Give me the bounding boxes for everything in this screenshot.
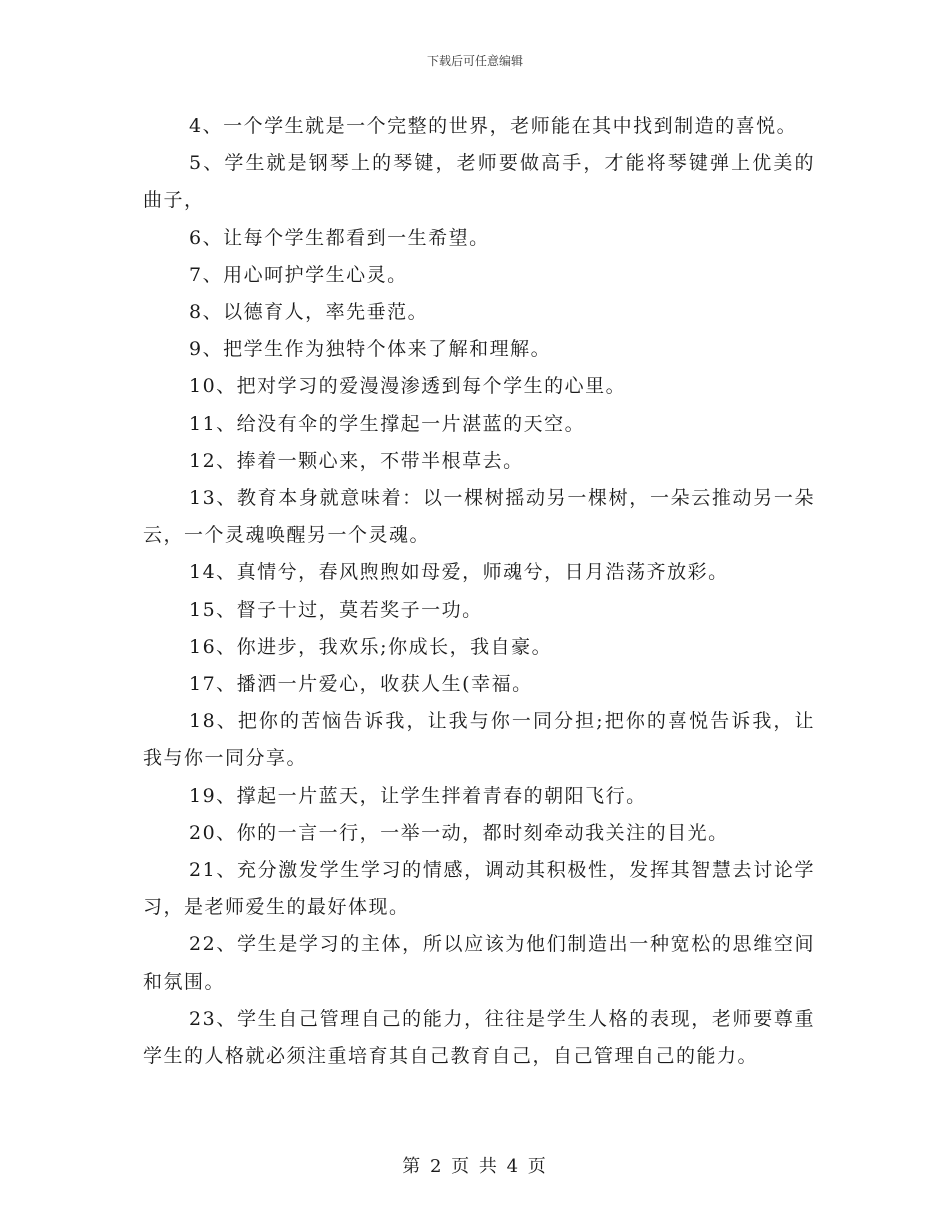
paragraph: 19、撑起一片蓝天，让学生拌着青春的朝阳飞行。: [189, 784, 647, 807]
paragraph: 8、以德育人，率先垂范。: [189, 301, 429, 324]
paragraph: 14、真情兮，春风煦煦如母爱，师魂兮，日月浩荡齐放彩。: [189, 561, 729, 584]
paragraph: 13、教育本身就意味着：以一棵树摇动另一棵树，一朵云推动另一朵云，一个灵魂唤醒另一个灵魂。: [143, 487, 815, 547]
page-footer: 第 2 页 共 4 页: [402, 1156, 548, 1177]
page-header: 下载后可任意编辑: [426, 54, 523, 68]
paragraph: 6、让每个学生都看到一生希望。: [189, 226, 490, 249]
paragraph: 9、把学生作为独特个体来了解和理解。: [189, 338, 552, 361]
paragraph: 5、学生就是钢琴上的琴键，老师要做高手，才能将琴键弹上优美的曲子，: [143, 152, 815, 212]
paragraph: 12、捧着一颗心来，不带半根草去。: [189, 449, 524, 472]
paragraph: 10、把对学习的爱漫漫渗透到每个学生的心里。: [189, 375, 627, 398]
paragraph: 18、把你的苦恼告诉我，让我与你一同分担;把你的喜悦告诉我，让我与你一同分享。: [143, 710, 815, 770]
paragraph: 4、一个学生就是一个完整的世界，老师能在其中找到制造的喜悦。: [189, 115, 798, 137]
paragraph: 23、学生自己管理自己的能力，往往是学生人格的表现，老师要尊重学生的人格就必须注重培育其自己教育自己，自己管理自己的能力。: [143, 1007, 815, 1068]
document-body: [143, 108, 815, 1075]
paragraph: 15、督子十过，莫若奖子一功。: [189, 598, 483, 621]
paragraph: 16、你进步，我欢乐;你成长，我自豪。: [189, 635, 553, 658]
paragraph: 21、充分激发学生学习的情感，调动其积极性，发挥其智慧去讨论学习，是老师爱生的最好体现。: [143, 859, 815, 919]
paragraph: 11、给没有伞的学生撑起一片湛蓝的天空。: [189, 412, 586, 435]
paragraph: 22、学生是学习的主体，所以应该为他们制造出一种宽松的思维空间和氛围。: [143, 933, 815, 993]
paragraph: 20、你的一言一行，一举一动，都时刻牵动我关注的目光。: [189, 821, 729, 844]
paragraph: 17、播洒一片爱心，收获人生(幸福。: [189, 673, 533, 696]
paragraph: 7、用心呵护学生心灵。: [189, 263, 408, 286]
